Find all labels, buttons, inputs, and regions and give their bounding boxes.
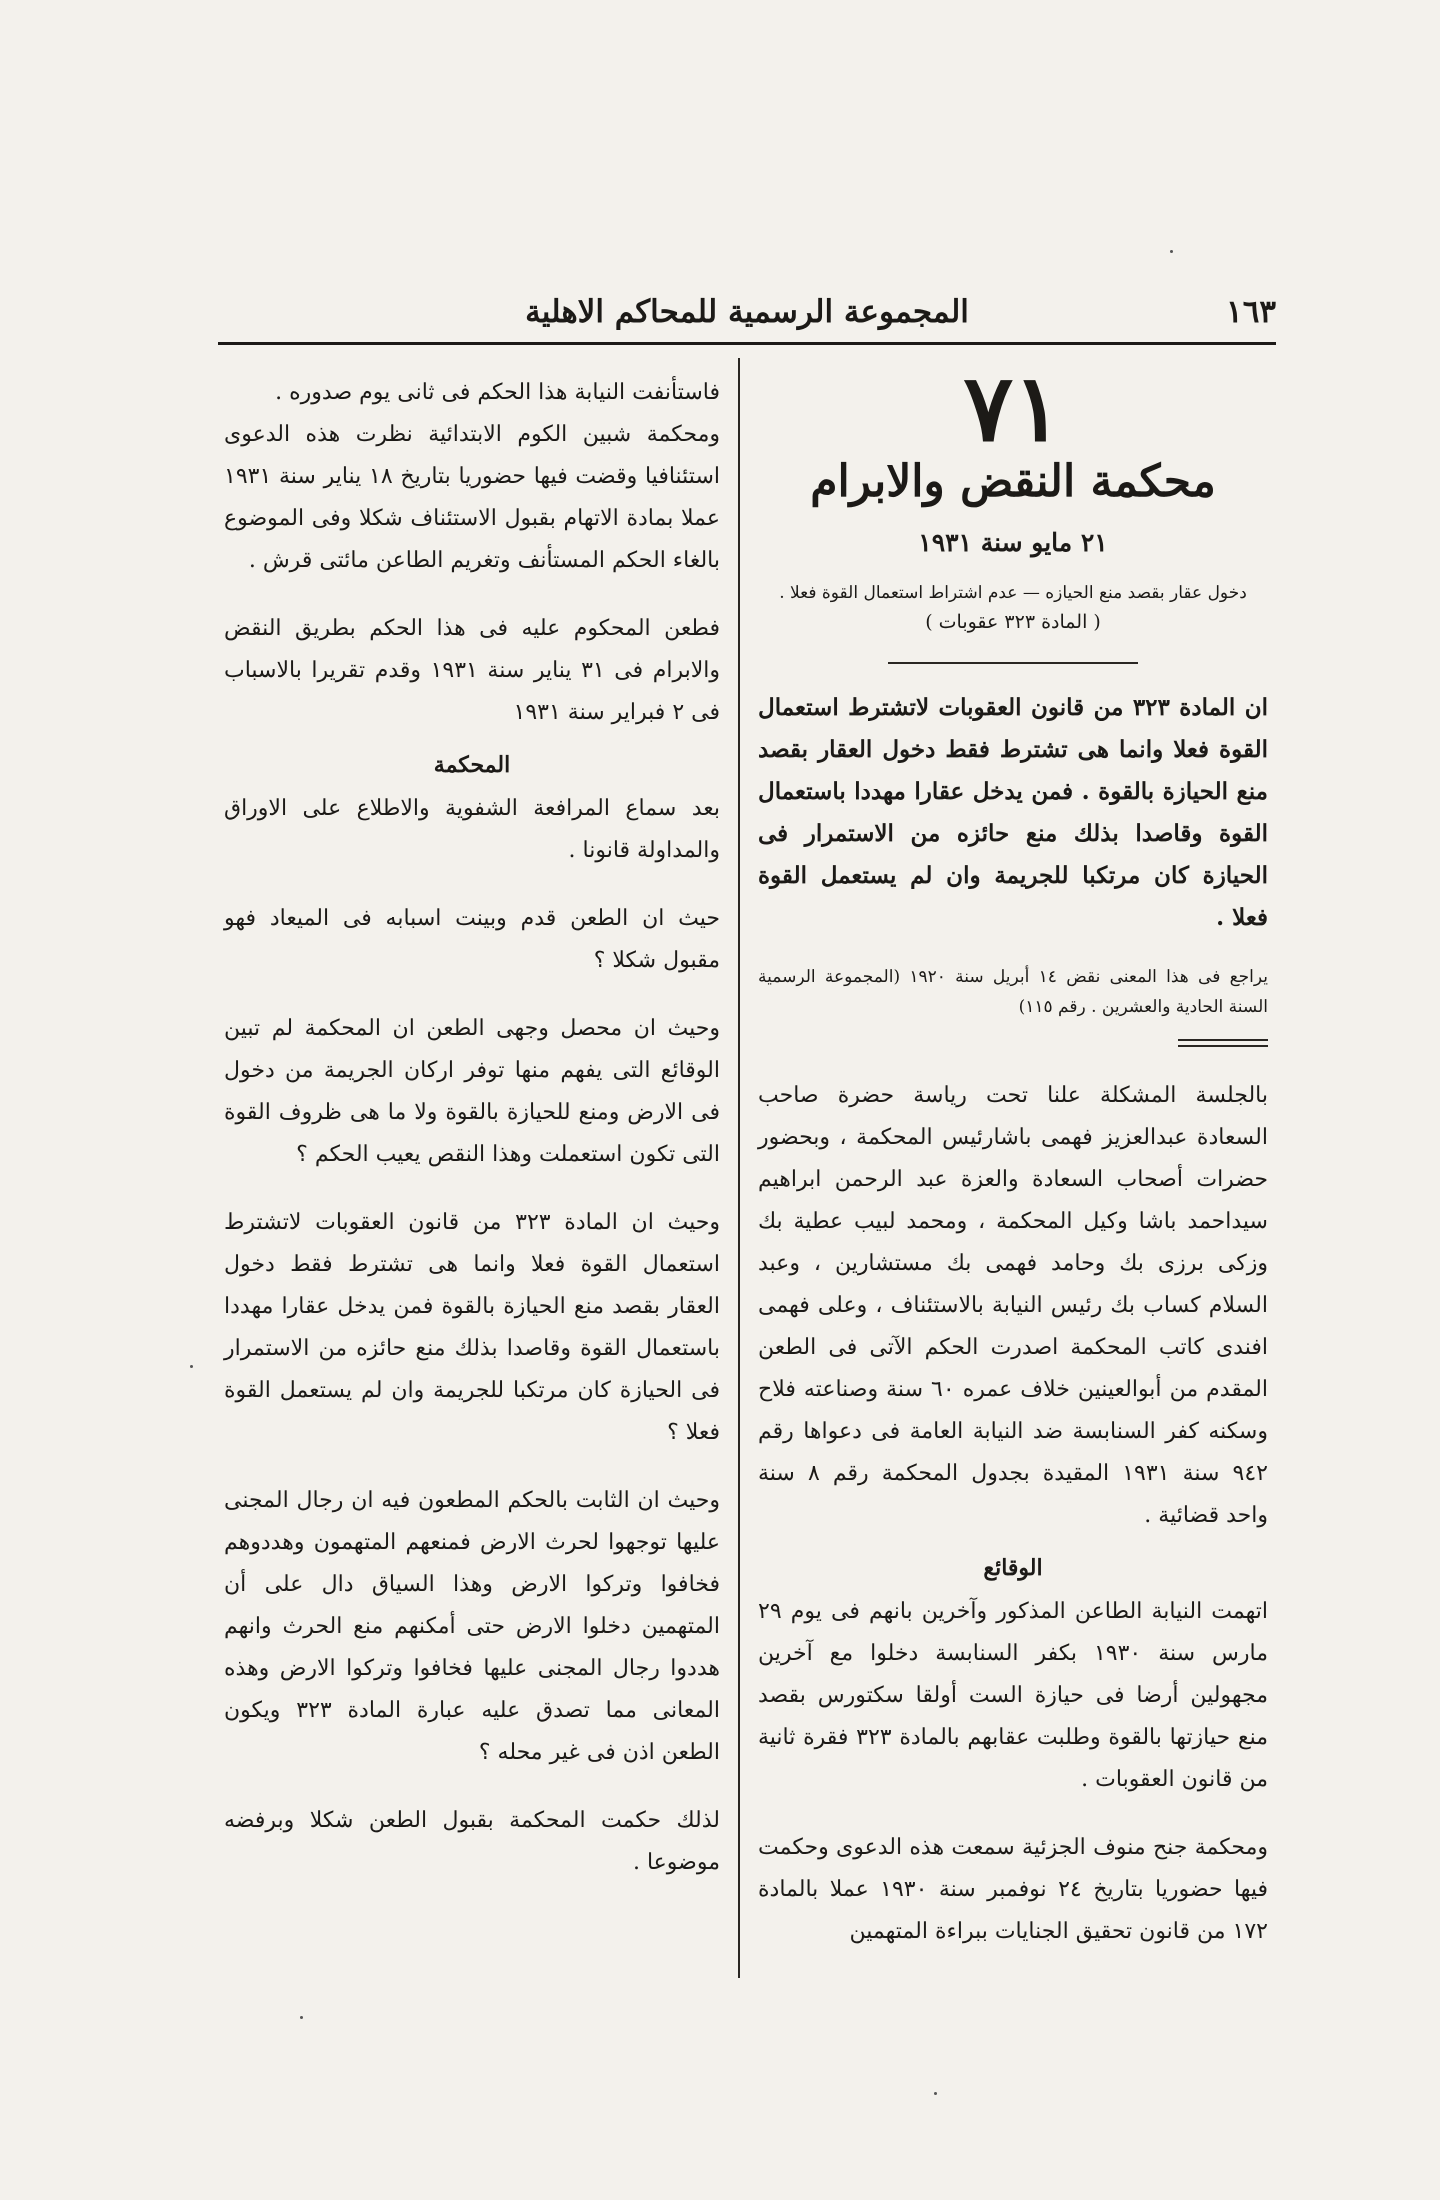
facts-paragraph: اتهمت النيابة الطاعن المذكور وآخرين بانهم فى يوم ٢٩ مارس سنة ١٩٣٠ بكفر السنابسة دخلوا مع آخرين مجهولين أرضا فى حيازة الست أولقا سكتورس بقصد منع حيازتها بالقوة وطلبت عقابهم بالمادة ٣٢٣ فقرة ثانية من قانون العقوبات .	[758, 1599, 1268, 1792]
body-paragraph: وحيث ان المادة ٣٢٣ من قانون العقوبات لاتشترط استعمال القوة فعلا وانما هى تشترط فقط دخول العقار بقصد منع الحيازة بالقوة فمن يدخل عقارا مهددا باستعمال القوة وقاصدا بذلك منع حائزه من الاستمرار فى الحيازة كان مرتكبا للجريمة وان لم يستعمل القوة فعلا ؟	[224, 1210, 721, 1445]
decision-date: ٢١ مايو سنة ١٩٣١	[918, 528, 1108, 557]
body-paragraph: فطعن المحكوم عليه فى هذا الحكم بطريق النقض والابرام فى ٣١ يناير سنة ١٩٣١ وقدم تقريرا بالاسباب فى ٢ فبراير سنة ١٩٣١	[224, 616, 720, 725]
page-number: ١٦٣	[1226, 294, 1276, 330]
legal-principle: ان المادة ٣٢٣ من قانون العقوبات لاتشترط استعمال القوة فعلا وانما هى تشترط فقط دخول العقار بقصد منع الحيازة بالقوة . فمن يدخل عقارا مهددا باستعمال القوة وقاصدا بذلك منع حائزه من الاستمرار فى الحيازة كان مرتكبا للجريمة وان لم يستعمل القوة فعلا .	[758, 694, 1269, 931]
see-also-note: يراجع فى هذا المعنى نقض ١٤ أبريل سنة ١٩٢٠ (المجموعة الرسمية السنة الحادية والعشرين . رقم ١١٥)	[758, 967, 1268, 1017]
body-paragraph: وحيث ان محصل وجهى الطعن ان المحكمة لم تبين الوقائع التى يفهم منها توفر اركان الجريمة من دخول فى الارض ومنع للحيازة بالقوة ولا ما هى ظروف القوة التى تكون استعملت وهذا النقص يعيب الحكم ؟	[224, 1016, 720, 1167]
body-paragraph: ومحكمة شبين الكوم الابتدائية نظرت هذه الدعوى استئنافيا وقضت فيها حضوريا بتاريخ ١٨ يناير سنة ١٩٣١ عملا بمادة الاتهام بقبول الاستئناف شكلا وفى الموضوع بالغاء الحكم المستأنف وتغريم الطاعن مائتى قرش .	[224, 422, 720, 573]
article-reference: ( المادة ٣٢٣ عقوبات )	[925, 611, 1101, 633]
body-paragraph: فاستأنفت النيابة هذا الحكم فى ثانى يوم صدوره .	[275, 380, 720, 405]
section-rule	[888, 662, 1138, 664]
scan-speck	[190, 1365, 193, 1368]
body-paragraph: لذلك حكمت المحكمة بقبول الطعن شكلا وبرفضه موضوعا .	[224, 1808, 720, 1875]
column-divider	[738, 358, 740, 1978]
journal-title: المجموعة الرسمية للمحاكم الاهلية	[525, 294, 969, 330]
court-name: محكمة النقض والابرام	[810, 456, 1216, 507]
header-rule	[218, 342, 1276, 345]
body-paragraph: بعد سماع المرافعة الشفوية والاطلاع على الاوراق والمداولة قانونا .	[224, 796, 720, 863]
scan-speck	[1170, 250, 1173, 253]
facts-paragraph: ومحكمة جنح منوف الجزئية سمعت هذه الدعوى وحكمت فيها حضوريا بتاريخ ٢٤ نوفمبر سنة ١٩٣٠ عملا بالمادة ١٧٢ من قانون تحقيق الجنايات ببراءة المتهمين	[758, 1835, 1268, 1944]
case-number: ٧١	[963, 354, 1063, 462]
left-column	[224, 372, 720, 1884]
right-column	[758, 354, 1269, 1953]
body-paragraph: وحيث ان الثابت بالحكم المطعون فيه ان رجال المجنى عليها توجهوا لحرث الارض فمنعهم المتهمون وهددوهم فخافوا وتركوا الارض وهذا السياق دال على أن المتهمين دخلوا الارض حتى أمكنهم منع الحرث وانهم هددوا رجال المجنى عليها فخافوا وتركوا الارض وهذه المعانى مما تصدق عليه عبارة المادة ٣٢٣ ويكون الطعن اذن فى غير محله ؟	[224, 1488, 720, 1765]
double-rule	[1178, 1039, 1268, 1047]
running-header	[218, 286, 1276, 338]
court-composition: بالجلسة المشكلة علنا تحت رياسة حضرة صاحب السعادة عبدالعزيز فهمى باشارئيس المحكمة ، وبحضور حضرات أصحاب السعادة والعزة عبد الرحمن ابراهيم سيداحمد باشا وكيل المحكمة ، ومحمد لبيب عطية بك وزكى برزى بك وحامد فهمى بك مستشارين ، وعبد السلام كساب بك رئيس النيابة بالاستئناف ، وعلى فهمى افندى كاتب المحكمة اصدرت الحكم الآتى فى الطعن المقدم من أبوالعينين خلاف عمره ٦٠ سنة وصناعته فلاح وسكنه كفر السنابسة ضد النيابة العامة فى دعواها رقم ٩٤٢ سنة ١٩٣١ المقيدة بجدول المحكمة رقم ٨ سنة واحد قضائية .	[758, 1083, 1268, 1528]
scan-speck	[934, 2092, 937, 2095]
facts-heading: الوقائع	[983, 1555, 1043, 1581]
body-paragraph: حيث ان الطعن قدم وبينت اسبابه فى الميعاد فهو مقبول شكلا ؟	[224, 906, 720, 973]
court-heading: المحكمة	[433, 752, 511, 778]
case-keywords: دخول عقار بقصد منع الحيازه — عدم اشتراط استعمال القوة فعلا .	[779, 583, 1247, 603]
scan-speck	[300, 2016, 303, 2019]
